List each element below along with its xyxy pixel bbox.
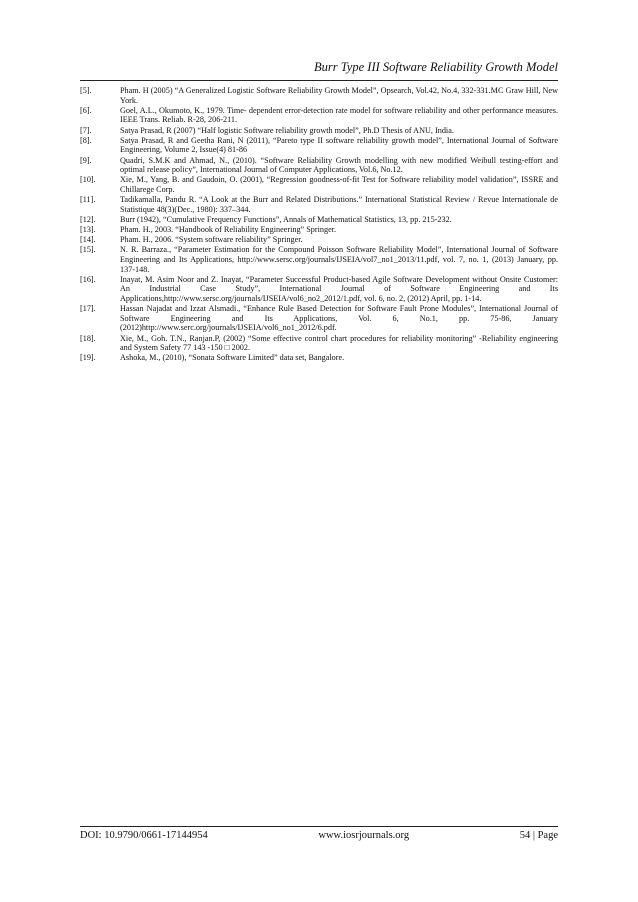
reference-number: [19]. bbox=[80, 353, 96, 363]
reference-text: Inayat, M. Asim Noor and Z. Inayat, “Parameter Successful Product-based Agile Software Development without Onsite Customer: An Industrial Case Study”, International Journal of Software Engineering and Its Applications,http://www.sersc.org/journals/IJSEIA/vol6_no2_2012/1.pdf, vol. 6, no. 2, (2012) April, pp. 1-14. bbox=[120, 274, 558, 303]
reference-item bbox=[80, 304, 558, 333]
reference-text: Tadikamalla, Pandu R. “A Look at the Burr and Related Distributions.” International Statistical Review / Revue Internationale de Statistique 48(3)(Dec., 1980): 337–344. bbox=[120, 195, 558, 214]
reference-number: [6]. bbox=[80, 105, 92, 115]
reference-item bbox=[80, 215, 558, 225]
reference-item bbox=[80, 235, 558, 245]
reference-item bbox=[80, 86, 558, 105]
reference-number: [9]. bbox=[80, 155, 92, 165]
reference-number: [18]. bbox=[80, 333, 96, 343]
reference-item bbox=[80, 353, 558, 363]
running-header: Burr Type III Software Reliability Growth Model bbox=[314, 60, 558, 74]
reference-number: [17]. bbox=[80, 304, 96, 314]
footer-doi: DOI: 10.9790/0661-17144954 bbox=[80, 830, 208, 841]
reference-text: Pham. H., 2006. “System software reliability” Springer. bbox=[120, 235, 303, 245]
reference-number: [11]. bbox=[80, 195, 96, 205]
reference-number: [8]. bbox=[80, 135, 92, 145]
reference-text: Satya Prasad, R and Geetha Rani, N (2011), “Pareto type II software reliability growth model”, International Journal of Software Engineering, Volume 2, Issue(4) 81-86 bbox=[120, 135, 558, 155]
reference-number: [13]. bbox=[80, 225, 96, 235]
reference-list bbox=[80, 86, 558, 364]
reference-item bbox=[80, 156, 558, 175]
reference-number: [14]. bbox=[80, 235, 96, 245]
reference-text: Pham. H., 2003. “Handbook of Reliability Engineering” Springer. bbox=[120, 225, 337, 235]
reference-item bbox=[80, 245, 558, 274]
reference-item bbox=[80, 106, 558, 125]
reference-number: [15]. bbox=[80, 245, 96, 255]
reference-text: Xie, M., Yang, B. and Gaudoin, O. (2001), “Regression goodness-of-fit Test for Software reliability model validation”, ISSRE and Chillarege Corp. bbox=[120, 175, 558, 194]
reference-text: Burr (1942), “Cumulative Frequency Functions”, Annals of Mathematical Statistics, 13, pp. 215-232. bbox=[120, 214, 452, 224]
header-rule bbox=[80, 80, 558, 81]
reference-item bbox=[80, 225, 558, 235]
reference-text: Quadri, S.M.K and Ahmad, N., (2010). “Software Reliability Growth modelling with new modified Weibull testing-effort and optimal release policy”, International Journal of Computer Applications, Vol.6, No.12. bbox=[120, 155, 558, 175]
reference-number: [7]. bbox=[80, 125, 92, 135]
reference-item bbox=[80, 195, 558, 214]
reference-item bbox=[80, 136, 558, 155]
footer-page-number: 54 | Page bbox=[519, 830, 558, 841]
reference-item bbox=[80, 175, 558, 194]
reference-number: [5]. bbox=[80, 86, 92, 95]
footer-rule bbox=[80, 826, 558, 827]
reference-text: Xie, M., Goh. T.N., Ranjan.P, (2002) “Some effective control chart procedures for reliability monitoring” -Reliability engineering and System Safety 77 143 -150 □ 2002. bbox=[120, 333, 558, 353]
reference-item bbox=[80, 334, 558, 353]
reference-text: Satya Prasad, R (2007) “Half logistic Software reliability growth model”, Ph.D Thesis of ANU, India. bbox=[120, 125, 454, 135]
reference-number: [16]. bbox=[80, 274, 96, 284]
reference-text: Ashoka, M., (2010), “Sonata Software Limited” data set, Bangalore. bbox=[120, 353, 345, 363]
reference-text: Hassan Najadat and Izzat Alsmadi., “Enhance Rule Based Detection for Software Fault Prone Modules”, International Journal of Software Engineering and Its Applications, Vol. 6, No.1, pp. 75-86, January (2012)http://www.serc.org/journals/IJSEIA/vol6_no1_2012/6.pdf. bbox=[120, 304, 558, 333]
reference-text: Goel, A.L., Okumoto, K., 1979. Time- dependent error-detection rate model for software reliability and other performance measures. IEEE Trans. Reliab. R-28, 206-211. bbox=[120, 105, 558, 125]
reference-number: [10]. bbox=[80, 175, 96, 185]
page-footer bbox=[80, 830, 558, 841]
reference-number: [12]. bbox=[80, 214, 96, 224]
reference-text: Pham. H (2005) “A Generalized Logistic Software Reliability Growth Model”, Opsearch, Vol.42, No.4, 332-331.MC Graw Hill, New York. bbox=[120, 86, 558, 105]
reference-item bbox=[80, 275, 558, 304]
reference-text: N. R. Barraza., “Parameter Estimation for the Compound Poisson Software Reliability Model”, International Journal of Software Engineering and Its Applications, http://www.sersc.org/journals/IJSEIA/vol7_no1_2013/11.pdf, vol. 7, no. 1, (2013) January, pp. 137-148. bbox=[120, 245, 558, 274]
footer-website: www.iosrjournals.org bbox=[318, 830, 410, 841]
reference-item bbox=[80, 126, 558, 136]
